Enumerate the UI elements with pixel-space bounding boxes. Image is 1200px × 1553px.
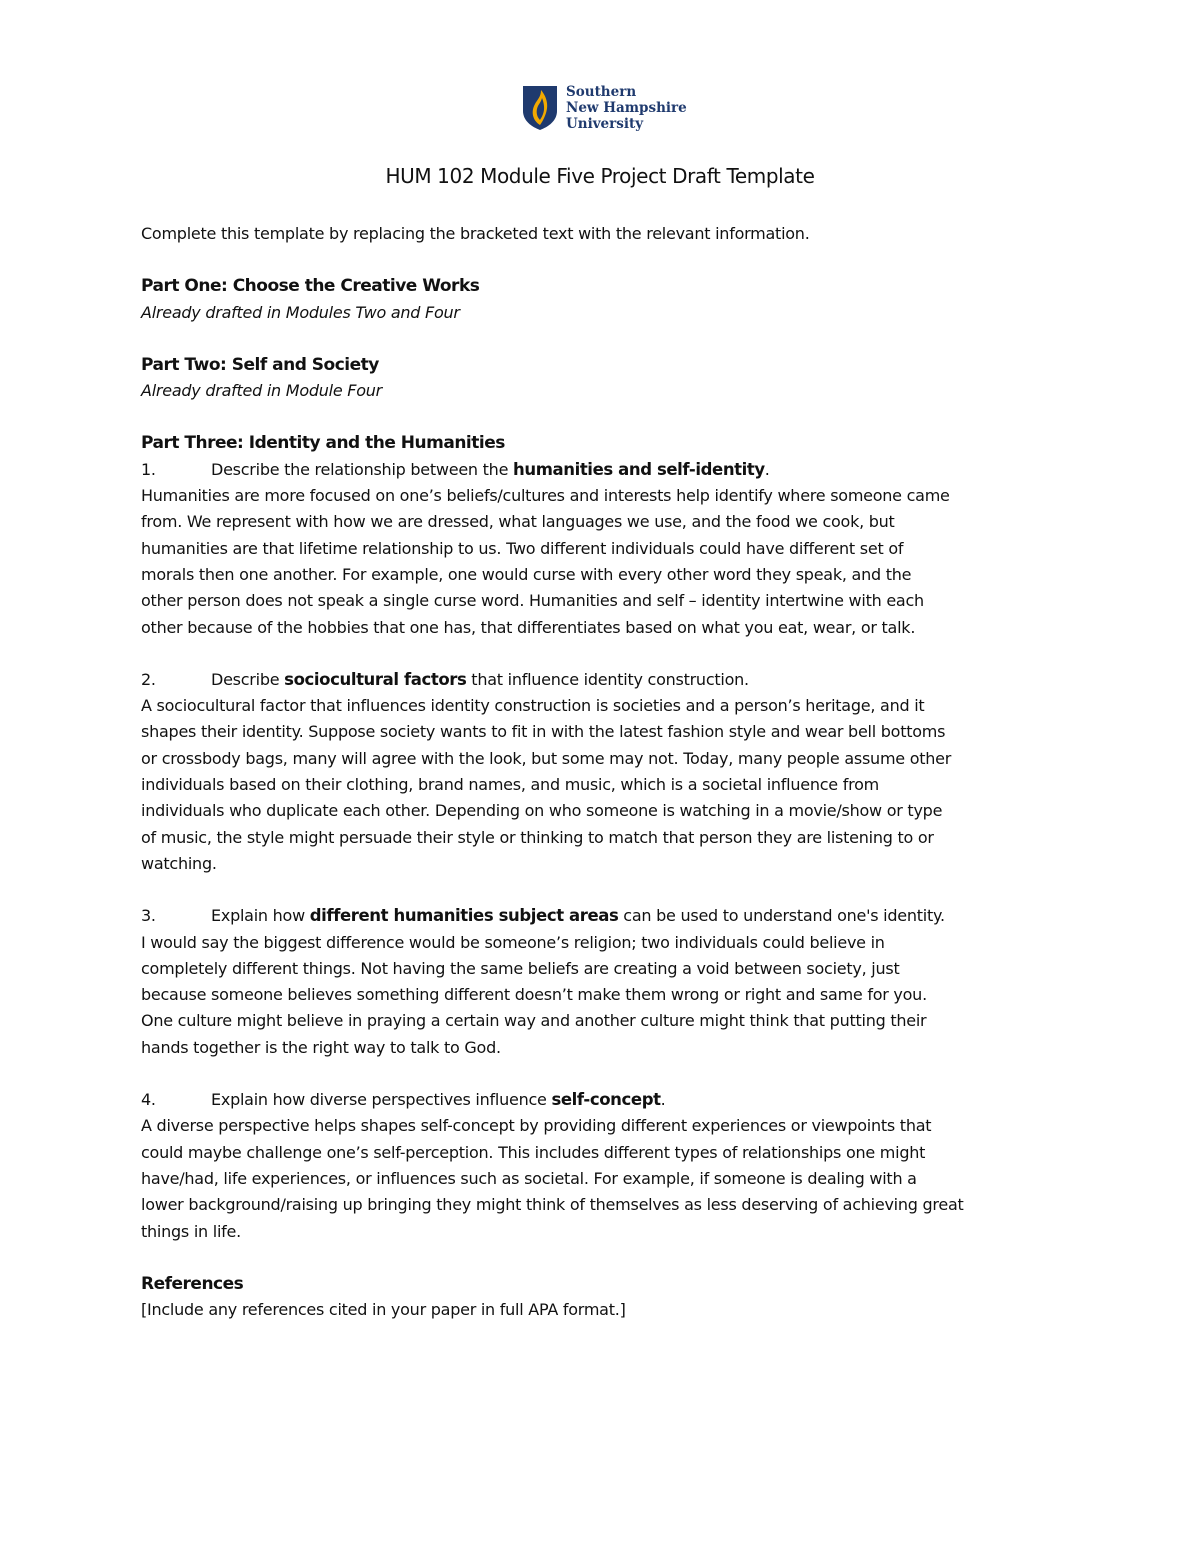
question-1: [141, 457, 1071, 483]
answer-line: or crossbody bags, many will agree with the look, but some may not. Today, many people assume other: [141, 748, 952, 768]
question-3: [141, 903, 1071, 929]
question-number: 2.: [141, 669, 156, 689]
question-text: [211, 457, 770, 483]
question-text-pre: Describe the relationship between the: [211, 459, 513, 479]
part-two-heading: Part Two: Self and Society: [141, 354, 379, 375]
answer-line: individuals based on their clothing, brand names, and music, which is a societal influence from: [141, 775, 879, 795]
question-key-term: humanities and self-identity: [513, 459, 765, 479]
answer-line: other person does not speak a single curse word. Humanities and self – identity intertwine with each: [141, 591, 924, 611]
answer-line: shapes their identity. Suppose society wants to fit in with the latest fashion style and wear bell bottoms: [141, 722, 946, 742]
answer-line: things in life.: [141, 1221, 241, 1241]
part-one-note: Already drafted in Modules Two and Four: [141, 302, 460, 322]
question-text: [211, 667, 749, 693]
shield-flame-icon: [522, 85, 558, 131]
question-text-post: .: [660, 1090, 666, 1110]
intro-text: Complete this template by replacing the bracketed text with the relevant information.: [141, 224, 810, 243]
answer-line: have/had, life experiences, or influences such as societal. For example, if someone is dealing with a: [141, 1168, 917, 1188]
question-key-term: sociocultural factors: [284, 669, 467, 689]
part-two-note: Already drafted in Module Four: [141, 381, 383, 401]
question-2: [141, 667, 1071, 693]
question-text-post: can be used to understand one's identity.: [618, 906, 945, 926]
question-number: 3.: [141, 906, 156, 926]
part-three-heading: Part Three: Identity and the Humanities: [141, 433, 505, 454]
answer-line: watching.: [141, 853, 217, 873]
question-text-pre: Explain how diverse perspectives influence: [211, 1090, 552, 1110]
logo-line-3: University: [566, 116, 644, 132]
answer-line: of music, the style might persuade their style or thinking to match that person they are listening to or: [141, 827, 934, 847]
logo-wordmark: [566, 84, 687, 132]
answer-line: completely different things. Not having the same beliefs are creating a void between society, just: [141, 958, 900, 978]
answer-line: lower background/raising up bringing they might think of themselves as less deserving of achieving great: [141, 1195, 964, 1215]
question-text-pre: Explain how: [211, 906, 310, 926]
question-number: 4.: [141, 1090, 156, 1110]
question-text: [211, 903, 945, 929]
question-number: 1.: [141, 459, 156, 479]
answer-line: from. We represent with how we are dressed, what languages we use, and the food we cook, but: [141, 512, 895, 532]
document-title: HUM 102 Module Five Project Draft Template: [385, 164, 815, 188]
question-key-term: self-concept: [551, 1090, 661, 1110]
part-one-heading: Part One: Choose the Creative Works: [141, 276, 480, 297]
answer-line: A diverse perspective helps shapes self-concept by providing different experiences or viewpoints that: [141, 1116, 932, 1136]
answer-line: morals then one another. For example, one would curse with every other word they speak, and the: [141, 564, 912, 584]
document-body: [141, 221, 1071, 1323]
answer-line: One culture might believe in praying a certain way and another culture might think that putting their: [141, 1011, 927, 1031]
question-text: [211, 1087, 665, 1113]
question-text-pre: Describe: [211, 669, 285, 689]
answer-line: other because of the hobbies that one has, that differentiates based on what you eat, wear, or talk.: [141, 617, 916, 637]
answer-line: humanities are that lifetime relationship to us. Two different individuals could have different set of: [141, 538, 904, 558]
answer-line: I would say the biggest difference would be someone’s religion; two individuals could believe in: [141, 932, 885, 952]
answer-line: because someone believes something different doesn’t make them wrong or right and same for you.: [141, 985, 927, 1005]
question-text-post: .: [764, 459, 770, 479]
references-note: [Include any references cited in your paper in full APA format.]: [141, 1300, 626, 1320]
logo-line-2: New Hampshire: [566, 100, 687, 116]
answer-line: could maybe challenge one’s self-perception. This includes different types of relationships one might: [141, 1142, 926, 1162]
references-heading: References: [141, 1273, 244, 1294]
question-4: [141, 1087, 1071, 1113]
answer-line: A sociocultural factor that influences identity construction is societies and a person’s heritage, and it: [141, 696, 925, 716]
university-logo: [522, 84, 687, 132]
logo-line-1: Southern: [566, 84, 637, 100]
answer-line: hands together is the right way to talk to God.: [141, 1037, 501, 1057]
answer-line: individuals who duplicate each other. Depending on who someone is watching in a movie/show or type: [141, 801, 943, 821]
answer-line: Humanities are more focused on one’s beliefs/cultures and interests help identify where someone came: [141, 486, 950, 506]
question-key-term: different humanities subject areas: [309, 906, 619, 926]
question-text-post: that influence identity construction.: [466, 669, 749, 689]
